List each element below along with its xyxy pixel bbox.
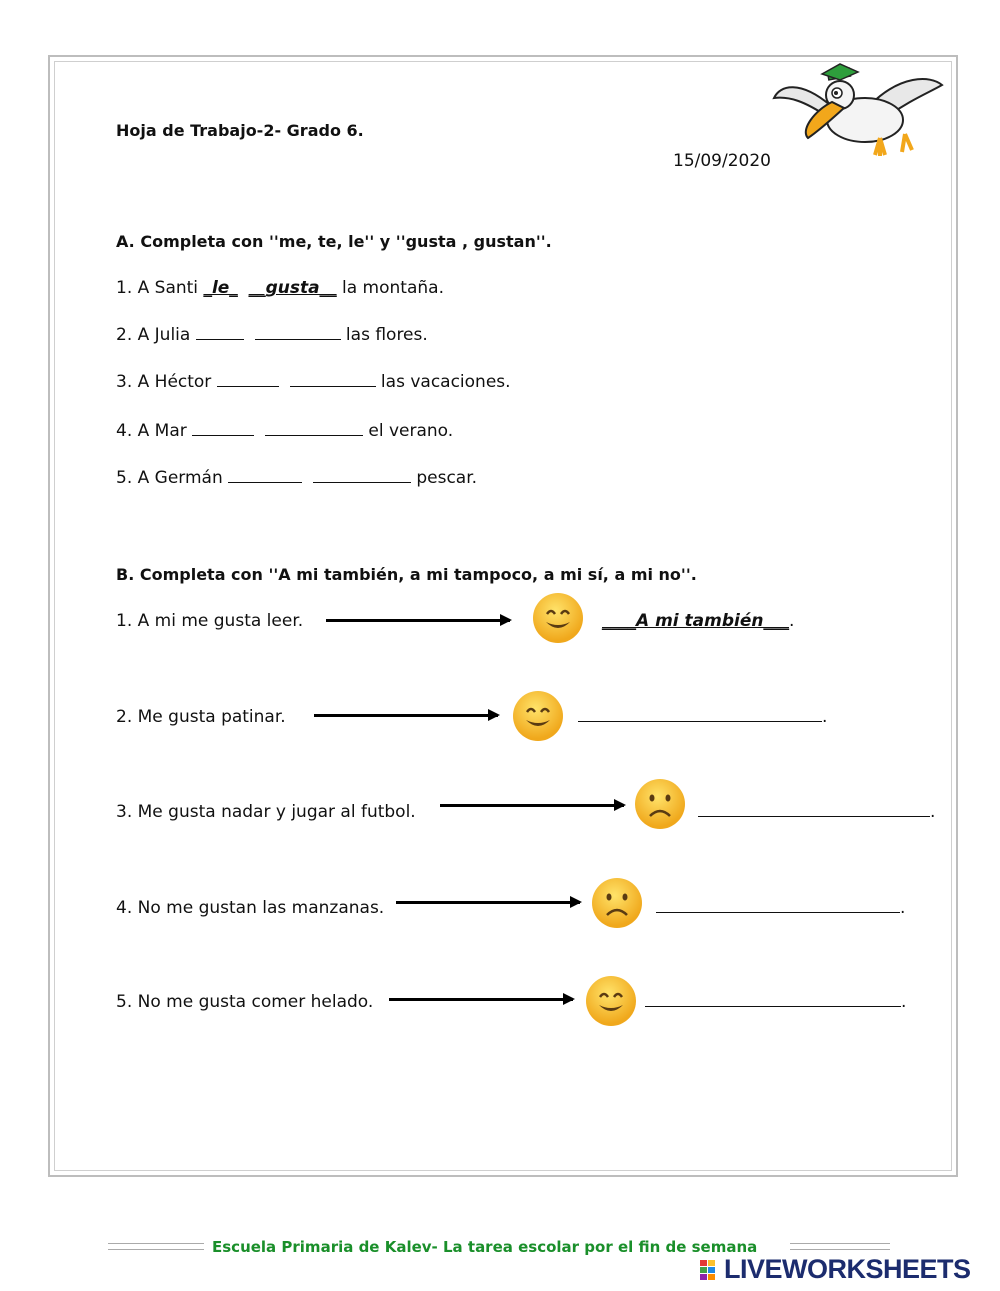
section-a-item-2 <box>116 325 428 345</box>
section-a-item-1 <box>116 278 444 298</box>
blank-b3[interactable] <box>698 802 930 817</box>
arrow-2 <box>314 714 498 717</box>
answer-1a[interactable]: _le_ <box>203 278 238 298</box>
item-suffix: el verano. <box>362 421 454 441</box>
period: . <box>901 992 907 1012</box>
answer-b5 <box>645 992 906 1012</box>
footer-divider-right <box>790 1243 890 1250</box>
blank-5a[interactable] <box>228 468 302 483</box>
blank-b4[interactable] <box>656 898 900 913</box>
period: . <box>788 611 795 631</box>
section-b-sentence-3: 3. Me gusta nadar y jugar al futbol. <box>116 802 416 822</box>
section-b-heading: B. Completa con ''A mi también, a mi tampoco, a mi sí, a mi no''. <box>116 565 697 584</box>
item-suffix: pescar. <box>410 468 478 488</box>
item-suffix: las flores. <box>340 325 428 345</box>
item-prefix: 5. A Germán <box>116 468 229 488</box>
arrow-5 <box>389 998 573 1001</box>
item-prefix: 1. A Santi <box>116 278 204 298</box>
arrow-3 <box>440 804 624 807</box>
section-b-sentence-1: 1. A mi me gusta leer. <box>116 611 304 631</box>
blank-4b[interactable] <box>265 421 363 436</box>
pelican-mascot-icon <box>770 60 945 160</box>
happy-face-icon <box>532 592 584 644</box>
footer-text: Escuela Primaria de Kalev- La tarea escolar por el fin de semana <box>212 1238 758 1256</box>
section-b-sentence-2: 2. Me gusta patinar. <box>116 707 286 727</box>
blank-4a[interactable] <box>192 421 254 436</box>
answer-b2 <box>578 707 827 727</box>
answer-b1-text[interactable]: ____A mi también___ <box>602 611 789 631</box>
item-suffix: las vacaciones. <box>375 372 511 392</box>
section-b-sentence-4: 4. No me gustan las manzanas. <box>116 898 385 918</box>
blank-b5[interactable] <box>645 992 901 1007</box>
item-prefix: 2. A Julia <box>116 325 196 345</box>
section-b-sentence-5: 5. No me gusta comer helado. <box>116 992 374 1012</box>
blank-3b[interactable] <box>290 372 376 387</box>
item-prefix: 3. A Héctor <box>116 372 217 392</box>
section-a-item-5 <box>116 468 477 488</box>
blank-2b[interactable] <box>255 325 341 340</box>
section-a-heading: A. Completa con ''me, te, le'' y ''gusta , gustan''. <box>116 232 552 251</box>
footer-divider-left <box>108 1243 204 1250</box>
item-prefix: 4. A Mar <box>116 421 193 441</box>
answer-b4 <box>656 898 905 918</box>
sad-face-icon <box>634 778 686 830</box>
worksheet-title: Hoja de Trabajo-2- Grado 6. <box>116 121 364 140</box>
answer-1b[interactable]: __gusta__ <box>248 278 337 298</box>
section-a-item-3 <box>116 372 511 392</box>
happy-face-icon <box>585 975 637 1027</box>
period: . <box>822 707 828 727</box>
blank-b2[interactable] <box>578 707 822 722</box>
happy-face-icon <box>512 690 564 742</box>
worksheet-date: 15/09/2020 <box>673 151 771 171</box>
blank-5b[interactable] <box>313 468 411 483</box>
arrow-1 <box>326 619 510 622</box>
answer-b3 <box>698 802 935 822</box>
arrow-4 <box>396 901 580 904</box>
period: . <box>900 898 906 918</box>
answer-b1 <box>602 611 794 631</box>
liveworksheets-logo-icon <box>700 1260 724 1282</box>
blank-3a[interactable] <box>217 372 279 387</box>
liveworksheets-brand[interactable]: LIVEWORKSHEETS <box>724 1254 971 1284</box>
sad-face-icon <box>591 877 643 929</box>
section-a-item-4 <box>116 421 453 441</box>
period: . <box>930 802 936 822</box>
blank-2a[interactable] <box>196 325 244 340</box>
item-suffix: la montaña. <box>336 278 444 298</box>
